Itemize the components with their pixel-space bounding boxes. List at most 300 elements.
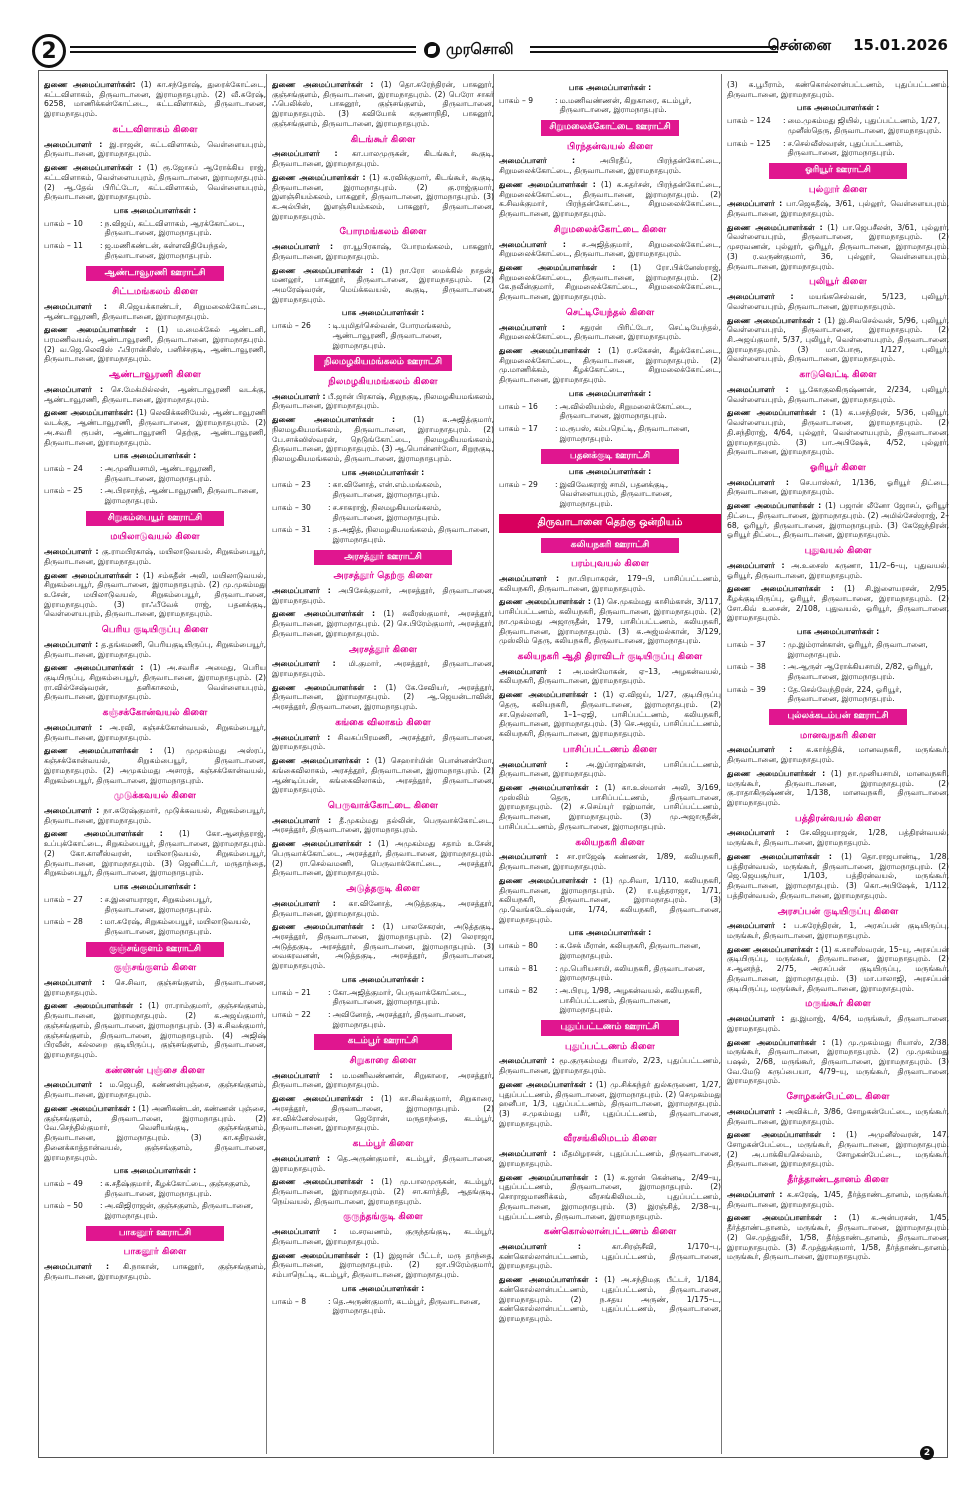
booth-agents-heading: பாக அமைப்பாளர்கள் : <box>113 451 197 461</box>
booth-number: பாகம் – 17 <box>499 424 538 434</box>
booth-agent: தே.செல்வேந்திரன், 224, ஓரியூர், திருவாடானை, இராமநாதபுரம். <box>787 684 902 704</box>
branch-heading: மருங்கூர் கிளை <box>805 998 871 1010</box>
entry-text: ப.சுரேந்திரன், 1, அரசப்பன் குடியிருப்பு, மருங்கூர், திருவாடானை, இராமநாதபுரம். <box>727 921 949 940</box>
booth-row <box>727 116 949 135</box>
branch-heading: கலியநகரி ஆதி திராவிடர் குடியிருப்பு கிளை <box>517 651 703 662</box>
office-bearer-entry <box>272 816 494 835</box>
separator: : <box>100 1201 103 1211</box>
separator: : <box>328 1010 331 1020</box>
booth-agent: ச.சாகராஜ், நிலமழகியமங்கலம், திருவாடானை, இராமநாதபுரம். <box>332 502 442 522</box>
entry-text: சா.ராஜேஷ் கண்ணன், 1/89, கலியநகரி, திருவாடானை, இராமநாதபுரம். <box>499 852 721 872</box>
booth-agent: ச.இளையராஜா, சிறுகம்பையூர், திருவாடானை, இராமநாதபுரம். <box>104 894 213 914</box>
entry-text: மூ.குருகம்மது ரியாஸ், 2/23, புதுப்பட்டணம், திருவாடானை, இராமநாதபுரம். <box>499 1056 721 1076</box>
booth-number: பாகம் – 23 <box>272 480 311 490</box>
office-bearer-entry <box>272 609 494 638</box>
entry-text: ம.ஜெபதி, கண்ணன்புஞ்சை, குஞ்சங்குளம், திருவாடானை, இராமநாதபுரம். <box>44 1080 266 1100</box>
panchayat-heading: சிறுகம்பையூர் ஊராட்சி <box>86 511 224 527</box>
role-label: அமைப்பாளர் : <box>44 1080 103 1090</box>
office-bearer-entry <box>727 501 949 540</box>
office-bearer-entry <box>44 1104 266 1162</box>
office-bearer-entry <box>499 323 721 342</box>
office-bearer-entry <box>727 1130 949 1169</box>
separator: : <box>100 894 103 904</box>
office-bearer-entry <box>272 392 494 411</box>
entry-text: (1) பா.ஜெபசீலன், 3/61, புல்லூர், வெள்ளையபுரம், திருவாடானை, இராமநாதபுரம். (2) முசரவணன், புல்லூர், ஓரியூர், திருவாடானை, இராமநாதபுரம். (3) ர.வருண்குமார், 36, புல்லூர், வெள்ளையபுரம், திருவாடானை, இராமநாதபுரம். <box>727 222 949 271</box>
role-label: துணை அமைப்பாளர்கள் : <box>499 346 601 356</box>
role-label: துணை அமைப்பாளர்கள் : <box>272 609 376 619</box>
role-label: துணை அமைப்பாளர்கள் : <box>44 663 144 673</box>
booth-agent: மு.பெரியசாமி, கலியநகரி, திருவாடானை, இராமநாதபுரம். <box>559 963 706 983</box>
separator: : <box>328 480 331 490</box>
office-bearer-entry <box>272 242 494 261</box>
role-label: அமைப்பாளர் : <box>272 1153 331 1163</box>
branch-heading: மயிலாடுவயல் கிளை <box>110 531 200 543</box>
branch-heading: முடுக்கவயல் கிளை <box>113 790 197 802</box>
booth-agents-heading: பாக அமைப்பாளர்கள் : <box>568 83 652 92</box>
booth-row <box>727 662 949 681</box>
entry-text: ரா.யூபிரகாஷ், போரமங்கலம், பாகனூர், திருவாடானை, இராமநாதபுரம். <box>272 242 494 261</box>
role-label: அமைப்பாளர் : <box>499 156 575 166</box>
role-label: அமைப்பாளர் : <box>44 384 104 394</box>
booth-number: பாகம் – 31 <box>272 525 311 535</box>
separator: : <box>328 987 331 997</box>
column-divider <box>721 74 722 1454</box>
booth-agents-heading: பாக அமைப்பாளர்கள் : <box>568 928 652 938</box>
entry-text: (1) செ.முகம்மது காசிம்கான், 3/117, பாசிப்பட்டணம், கலியநகரி, திருவாடானை, இராமநாதபுரம். (2) நா.முகம்மது அஜாருதீன், 179, பாசிப்பட்டணம், கலியநகரி, திருவாடானை, இராமநாதபுரம். (3) க.அஜ்மல்கான், 3/129, முஸ்லிம் தெரு, கலியநகரி, திருவாடானை, இராமநாதபுரம். <box>499 597 721 646</box>
newspaper-logo <box>424 38 524 62</box>
branch-heading: அரசப்பன் குடியிருப்பு கிளை <box>777 905 899 917</box>
booth-agents-section <box>272 975 494 1030</box>
masthead-rule <box>530 51 778 53</box>
branch-heading: குஞ்சங்குளம் கிளை <box>113 962 197 974</box>
entry-text: (1) க.பசந்திரன், 5/36, புலியூர், வெள்ளையபுரம், திருவாடானை, இராமநாதபுரம். (2) தி.சந்திராஜ், 4/64, புல்லூர், வெள்ளையபுரம், திருவாடானை, இராமநாதபுரம். (3) பா.அபிஷேக், 4/52, புல்லூர், திருவாடானை, இராமநாதபுரம். <box>727 408 949 457</box>
office-bearer-entry <box>44 571 266 620</box>
booth-agent: அ.பிரபு, 1/98, அழகன்வயல், கலியநகரி, பாசிப்பட்டணம், திருவாடானை, இராமநாதபுரம். <box>559 985 703 1015</box>
entry-text: (1) கா.உஸ்மான் அலி, 3/169, முஸ்லிம் தெரு, பாசிப்பட்டணம், திருவாடானை, இராமநாதபுரம். (2) ச.செய்யுர் ரஹ்மான், பாசிப்பட்டணம், திருவாடானை, இராமநாதபுரம். (3) மு.அஜாருதீன், பாசிப்பட்டணம், திருவாடானை, இராமநாதபுரம். <box>499 783 721 831</box>
booth-row <box>499 986 721 1015</box>
office-bearer-entry <box>44 978 266 997</box>
branch-heading: கடம்பூர் கிளை <box>352 1138 414 1150</box>
role-label: அமைப்பாளர் : <box>272 242 334 252</box>
booth-row <box>727 139 949 158</box>
booth-number: பாகம் – 26 <box>272 321 311 331</box>
separator: : <box>100 486 103 496</box>
branch-heading: சிறுகாரை கிளை <box>349 1054 417 1066</box>
office-bearer-entry <box>727 385 949 404</box>
entry-text: சி.ஜெயக்காண்டர், சிறுமலைக்கோட்டை, ஆண்டாவூரணி, திருவாடானை, இராமநாதபுரம். <box>44 301 266 321</box>
role-label: துணை அமைப்பாளர்கள் : <box>727 1130 836 1140</box>
office-bearer-entry <box>272 733 494 752</box>
entry-text: கி.நாகான், பாகனூர், குஞ்சங்குளம், திருவாடானை, இராமநாதபுரம். <box>44 1262 266 1281</box>
branch-heading: அடுத்தகுடி கிளை <box>346 883 420 895</box>
role-label: அமைப்பாளர் : <box>272 585 331 595</box>
booth-row <box>272 988 494 1007</box>
branch-heading: சிட்டமங்கலம் கிளை <box>112 286 198 298</box>
booth-agent: அ.ஆருள் ஆரோக்கியசாமி, 2/82, ஓரியூர், திருவாடானை, இராமநாதபுரம். <box>787 662 933 681</box>
office-bearer-entry <box>44 302 266 321</box>
role-label: அமைப்பாளர் : <box>727 560 785 570</box>
booth-agent: அ.பிரசாந்த், ஆண்டாவூரணி, திருவாடானை, இராமநாதபுரம். <box>104 486 259 506</box>
role-label: அமைப்பாளர் : <box>499 1242 581 1252</box>
booth-agents-section <box>272 468 494 545</box>
role-label: துணை அமைப்பாளர்கள் : <box>44 325 149 335</box>
entry-text: அபிரதீப், பிரந்தன்கோட்டை, சிறுமலைக்கோட்டை, திருவாடானை, இராமநாதபுரம். <box>499 156 721 176</box>
office-bearer-entry <box>499 1149 721 1168</box>
branch-heading: பாகனூர் கிளை <box>123 1246 187 1258</box>
booth-row <box>499 941 721 960</box>
branch-heading: கட்டவிளாகம் கிளை <box>112 123 198 135</box>
separator: : <box>555 401 558 411</box>
booth-agent: அ.விஜிராஜன், குஞ்சகுளம், திருவாடானை, இராமநாதபுரம். <box>104 1201 254 1221</box>
role-label: துணை அமைப்பாளர்கள் : <box>727 944 819 954</box>
panchayat-heading: நிலமழகியமங்கலம் ஊராட்சி <box>314 355 452 371</box>
booth-row <box>44 917 266 936</box>
separator: : <box>100 463 103 473</box>
booth-agent: கோ.அஜித்குமார், பெருவாக்கோட்டை, திருவாடானை, இராமநாதபுரம். <box>332 987 467 1007</box>
office-bearer-entry <box>499 1080 721 1129</box>
role-label: அமைப்பாளர் : <box>499 852 559 862</box>
branch-heading: பெருவாக்கோட்டை கிளை <box>327 800 439 811</box>
booth-number: பாகம் – 8 <box>272 1296 307 1306</box>
booth-row <box>44 1201 266 1220</box>
role-label: அமைப்பாளர் : <box>727 1014 785 1024</box>
entry-text: அ.மன்மோகன், ஏ–13, அழகன்வயல், கலியநகரி, திருவாடானை, இராமநாதபுரம். <box>499 666 721 686</box>
role-label: துணை அமைப்பாளர்கள் : <box>727 501 822 511</box>
branch-heading: புலியூர் கிளை <box>809 276 867 288</box>
entry-text: செ.மேக்மில்லன், ஆண்டாவூரணி வடக்கு, ஆண்டாவூரணி, திருவாடானை, இராமநாதபுரம். <box>44 384 266 404</box>
panchayat-heading: சிறுமலைக்கோட்டை ஊராட்சி <box>541 120 679 136</box>
branch-heading: அரசத்தூர் கிளை <box>348 643 418 655</box>
masthead-rule <box>70 46 416 48</box>
booth-agents-heading: பாக அமைப்பாளர்கள் : <box>113 205 197 215</box>
booth-agents-section <box>44 882 266 937</box>
office-bearer-entry <box>727 1014 949 1033</box>
booth-agent: தெ.அருண்குமார், கடம்பூர், திருவாடானை, இராமநாதபுரம். <box>332 1296 481 1316</box>
booth-number: பாகம் – 21 <box>272 987 311 997</box>
office-bearer-entry <box>499 180 721 219</box>
branch-heading: கண்ணன் புஞ்சை கிளை <box>105 1064 205 1076</box>
role-label: துணை அமைப்பாளர்கள் : <box>272 922 375 932</box>
booth-row <box>44 486 266 505</box>
office-bearer-entry <box>499 597 721 646</box>
booth-number: பாகம் – 80 <box>499 941 538 951</box>
booth-agent: கா.வினோத், என்.எம்.மங்கலம், திருவாடானை, இராமநாதபுரம். <box>332 480 442 500</box>
entry-text: (1) க.காளீஸ்வரன், 15–யு, அரசப்பன் குடியிருப்பு, மருங்கூர், திருவாடானை, இராமநாதபுரம். (2) ச.ஆனந்த், 2/75, அரசப்பன் குடியிருப்பு, மருங்கூர், திருவாடானை, இராமநாதபுரம். (3) மா.பாலாஜி, அரசப்பன் குடியிருப்பு, மருங்கூர், திருவாடானை, இராமநாதபுரம். <box>727 944 949 993</box>
role-label: துணை அமைப்பாளர்கள்: <box>44 80 136 89</box>
booth-agents-section <box>272 308 494 350</box>
booth-number: பாகம் – 81 <box>499 963 538 973</box>
booth-row <box>499 964 721 983</box>
panchayat-heading: அரசத்தூர் ஊராட்சி <box>314 550 452 566</box>
office-bearer-entry <box>272 659 494 678</box>
branch-heading: புல்லூர் கிளை <box>808 183 868 195</box>
role-label: துணை அமைப்பாளர்கள் : <box>499 1079 593 1089</box>
entry-text: (1) செஹார்மின் பொன்னன்மோ, கங்கைவிலாகம், அரசத்தூர், திருவாடானை, இராமநாதபுரம். (2) ஆண்டிப்பன், கங்கைவிலாகம், அரசத்தூர், திருவாடானை, இராமநாதபுரம். <box>272 756 494 795</box>
branch-heading: வீரசங்கிலிமடம் கிளை <box>563 1133 657 1145</box>
office-bearer-entry <box>499 852 721 871</box>
office-bearer-entry <box>272 173 494 222</box>
role-label: அமைப்பாளர் : <box>499 1056 555 1066</box>
booth-agents-heading: பாக அமைப்பாளர்கள் : <box>568 467 652 477</box>
office-bearer-entry <box>499 876 721 925</box>
branch-heading: பாசிப்பட்டணம் கிளை <box>563 743 657 755</box>
entry-text: நா.சுரேஷ்குமார், முடுக்கவயல், சிறுகம்பையூர், திருவாடானை, இராமநாதபுரம். <box>44 806 266 825</box>
entry-text: (1) கா.சிவக்குமார், சிறுகாரை, அரசத்தூர், திருவாடானை, இராமநாதபுரம். (2) சா.விக்னேஸ்வரன், ஜெரோன், மருதாந்தை, கடம்பூர், திருவாடானை, இராமநாதபுரம். <box>272 1094 494 1133</box>
role-label: அமைப்பாளர் : <box>44 301 107 311</box>
booth-agent: ச.செல்வீஸ்வரன், புதுப்பட்டணம், திருவாடானை, இராமநாதபுரம். <box>787 138 904 158</box>
role-label: அமைப்பாளர் : <box>44 977 105 987</box>
entry-text: (1) கோ.ஆனந்தராஜ், உப்புக்கோட்டை, சிறுகம்பையூர், திருவாடானை, இராமநாதபுரம். (2) கோ.காளீஸ்வரன், மயிலாடுவயல், சிறுகம்பையூர், திருவாடானை, இராமநாதபுரம். (3) ஜெனிட்டர், மருதாந்தை, சிறுகம்பையூர், திருவாடானை, இராமநாதபுரம். <box>44 829 266 878</box>
city-name: சென்னை <box>767 36 832 54</box>
booth-agent: இவிவேகராஜ் சாமி, பதனக்குடி, வெள்ளையபுரம், திருவாடானை, இராமநாதபுரம். <box>559 479 673 509</box>
entry-text: (1) க.அன்பரசன், 1/45, தீர்த்தாண்டதானம், மருங்கூர், திருவாடானை, இராமநாதபுரம். (2) செ.முத்துவீர், 1/58, தீர்த்தாண்டதானம், திருவாடானை, இராமநாதபுரம். (3) சீ.முத்துக்குமார், 1/58, தீர்த்தாண்டதானம், மருங்கூர், திருவாடானை, இராமநாதபுரம். <box>727 1213 949 1262</box>
office-bearer-entry <box>44 1262 266 1281</box>
booth-agent: ந.விஜய், கட்டவிளாகம், ஆரக்கோட்டை, திருவாடானை, இராமநாதபுரம். <box>104 218 245 238</box>
column-4 <box>727 80 949 1448</box>
column-2 <box>272 80 494 1448</box>
branch-heading: அரசத்தூர் தெற்கு கிளை <box>333 570 433 582</box>
dateline <box>768 36 948 56</box>
office-bearer-entry <box>272 1227 494 1246</box>
booth-row <box>727 640 949 659</box>
booth-agent: மா.சுரேஷ், சிறுகம்பையூர், மயிலாடுவயல், திருவாடானை, இராமநாதபுரம். <box>104 917 251 936</box>
role-label: துணை அமைப்பாளர்கள் : <box>727 408 826 418</box>
role-label: அமைப்பாளர் : <box>727 1189 783 1199</box>
booth-number: பாகம் – 27 <box>44 894 83 904</box>
role-label: துணை அமைப்பாளர்கள் : <box>44 1001 143 1011</box>
booth-row <box>44 1179 266 1198</box>
office-bearer-entry <box>727 769 949 808</box>
booth-number: பாகம் – 24 <box>44 463 83 473</box>
booth-agents-section <box>499 467 721 509</box>
role-label: அமைப்பாளர் : <box>727 384 789 394</box>
booth-agents-heading: பாக அமைப்பாளர்கள் : <box>341 974 425 984</box>
office-bearer-entry <box>727 921 949 940</box>
office-bearer-entry <box>727 828 949 847</box>
role-label: துணை அமைப்பாளர்கள் : <box>499 690 597 700</box>
branch-heading: ஆண்டாவூரணி கிளை <box>109 369 201 381</box>
entry-text: (1) அமுகம்மது சதாம் உசேன், பெருவாக்கோட்டை, அரசத்தூர், திருவாடானை, இராமநாதபுரம். (2) ரா.செல்வமணி, பெருவாக்கோட்டை, அரசத்தூர், திருவாடானை, இராமநாதபுரம். <box>272 839 494 878</box>
office-bearer-entry <box>727 584 949 623</box>
booth-number: பாகம் – 49 <box>44 1178 83 1188</box>
role-label: துணை அமைப்பாளர்கள் : <box>727 315 821 325</box>
entry-text: (1) அணிகண்டன், கண்ணன் புஞ்சை, குஞ்சங்குளம், திருவாடானை, இராமநாதபுரம். (2) வே.செந்தில்குமார், வெளியங்குடி, குஞ்சங்குளம், திருவாடானை, இராமநாதபுரம். (3) கா.கதிரவன், தினைக்காத்தான்வயல், குஞ்சங்குளம், திருவாடானை, இராமநாதபுரம். <box>44 1103 266 1162</box>
panchayat-heading: கலியநகரி ஊராட்சி <box>541 538 679 554</box>
entry-text: (1) தொ.சுரேந்திரன், பாகனூர், குஞ்சங்குளம், திருவாடானை, இராமநாதபுரம். (2) பெரோ சாகர் ஃபெலிக்ஸ், பாகனூர், குஞ்சங்குளம், திருவாடானை, இராமநாதபுரம். (3) கவியோக் கருணாநிதி, பாகனூர், குஞ்சங்குளம், திருவாடானை, இராமநாதபுரம். <box>272 80 494 128</box>
booth-agent: ம.ரூபஸ், கம்பநெட்டி, திருவாடானை, இராமநாதபுரம். <box>559 424 690 443</box>
booth-number: பாகம் – 9 <box>499 95 534 105</box>
branch-heading: ஓரியூர் கிளை <box>810 461 866 473</box>
role-label: அமைப்பாளர் : <box>272 1070 333 1080</box>
booth-row <box>272 525 494 544</box>
entry-text: (1) அமுனீஸ்வரன், 147, சோழகன்பேட்டை, மருங்கூர், திருவாடானை, இராமநாதபுரம். (2) அ.பாக்கியசெல்வம், சோழகன்பேட்டை, மருங்கூர், திருவாடானை, இராமநாதபுரம். <box>727 1130 949 1169</box>
role-label: அமைப்பாளர் : <box>44 547 99 557</box>
entry-text: கு.ராமபிரகாஷ், மயிலாடுவயல், சிறுகம்பையூர், திருவாடானை, இராமநாதபுரம். <box>44 547 266 566</box>
entry-text: (1) இஜான் பீட்டர், மரு தாந்தை, திருவாடானை, இராமநாதபுரம். (2) ஜா.பிரேம்குமார், சம்பாநெட்டி, கடம்பூர், திருவாடானை, இராமநாதபுரம். <box>272 1250 494 1280</box>
branch-heading: கங்கை விலாகம் கிளை <box>335 716 431 728</box>
role-label: துணை அமைப்பாளர்கள் : <box>727 851 832 861</box>
booth-agents-heading: பாக அமைப்பாளர்கள் : <box>113 1166 197 1176</box>
role-label: துணை அமைப்பாளர்கள் : <box>272 839 372 849</box>
office-bearer-entry <box>44 723 266 742</box>
booth-number: பாகம் – 29 <box>499 479 538 489</box>
office-bearer-entry <box>499 1173 721 1222</box>
booth-agents-heading: பாக அமைப்பாளர்கள் : <box>341 467 425 477</box>
booth-agents-section <box>499 83 721 115</box>
booth-agents-heading: பாக அமைப்பாளர்கள் : <box>568 388 652 398</box>
separator: : <box>783 639 786 649</box>
role-label: அமைப்பாளர் : <box>272 659 336 669</box>
column-divider <box>266 74 267 1454</box>
entry-text: (1) க.சுதர்சன், பிரந்தன்கோட்டை, சிறுமலைக்கோட்டை, திருவாடானை, இராமநாதபுரம். (2) க.சிவக்குமார், பிரந்தன்கோட்டை, சிறுமலைக்கோட்டை, திருவாடானை, இராமநாதபுரம். <box>499 179 721 219</box>
booth-agents-heading: பாக அமைப்பாளர்கள் : <box>341 308 425 318</box>
booth-row <box>499 424 721 443</box>
office-bearer-entry <box>272 683 494 712</box>
booth-agent: த.அஜித், நிலமழகியமங்கலம், திருவாடானை, இராமநாதபுரம். <box>332 525 490 544</box>
role-label: அமைப்பாளர் : <box>499 1149 556 1159</box>
booth-row <box>499 480 721 509</box>
booth-number: பாகம் – 50 <box>44 1201 83 1211</box>
booth-row <box>272 321 494 350</box>
branch-heading: பெரிய குடியிருப்பு கிளை <box>101 624 209 636</box>
masthead-rule <box>530 46 778 48</box>
office-bearer-entry <box>499 574 721 593</box>
entry-text: இ.ராஜன், கட்டவிளாகம், வெள்ளையபுரம், திருவாடானை, இராமநாதபுரம். <box>44 139 266 159</box>
booth-row <box>44 219 266 238</box>
entry-text: (1) மு.முகம்மது ரியாஸ், 2/38, மருங்கூர், திருவாடானை, இராமநாதபுரம். (2) மு.முகம்மது பஷல், 2/68, மருங்கூர், திருவாடானை, இராமநாதபுரம். (3) வே.மேடு கருப்பையா, 4/79–யு, மருங்கூர், திருவாடானை, இராமநாதபுரம். <box>727 1037 949 1086</box>
role-label: துணை அமைப்பாளர்கள் : <box>272 756 370 766</box>
entry-text: (1) ரோ.பிக்னேஸ்ராஜ், சிறுமலைக்கோட்டை, திருவாடானை, இராமநாதபுரம். (2) கே.நவீன்குமார், சிறுமலைக்கோட்டை, சிறுமலைக்கோட்டை, திருவாடானை, இராமநாதபுரம். <box>499 262 721 302</box>
booth-row <box>499 402 721 421</box>
booth-number: பாகம் – 25 <box>44 486 83 496</box>
branch-heading: நிலமழகியமங்கலம் கிளை <box>328 375 438 387</box>
separator: : <box>100 1178 103 1188</box>
entry-text: அவிக்டர், 3/86, சோழகன்பேட்டை, மருங்கூர், திருவாடானை, இராமநாதபுரம். <box>727 1106 949 1126</box>
entry-text: மீதமிழரசன், புதுப்பட்டணம், திருவாடானை, இராமநாதபுரம். <box>499 1149 721 1168</box>
entry-text: (1) ர.சகேசன், கீழக்கோட்டை, சிறுமலைக்கோட்டை, திருவாடானை, இராமநாதபுரம். (2) மு.மாணிக்கம், கீழக்கோட்டை, சிறுமலைக்கோட்டை, திருவாடானை, இராமநாதபுரம். <box>499 346 721 385</box>
entry-text: செ.பாஸ்கர், 1/136, ஓரியூர் திட்டை, திருவாடானை, இராமநாதபுரம். <box>727 477 949 497</box>
office-bearer-entry <box>499 346 721 385</box>
role-label: அமைப்பாளர் : <box>44 722 103 732</box>
entry-text: (1) ரா.ராம்குமார், குஞ்சங்குளம், திருவாடானை, இராமநாதபுரம். (2) க.அஜய்குமார், குஞ்சங்குளம், திருவாடானை, இராமநாதபுரம். (3) க.சிவக்குமார், குஞ்சங்குளம், திருவாடானை, இராமநாதபுரம். (4) அஜிஷ் பிரவீன், கல்லறை குடியிருப்பு, குஞ்சங்குளம், திருவாடானை, இராமநாதபுரம். <box>44 1001 266 1059</box>
office-bearer-entry <box>727 1190 949 1209</box>
office-bearer-entry <box>727 316 949 365</box>
role-label: துணை அமைப்பாளர்கள் : <box>499 875 597 885</box>
office-bearer-entry <box>727 478 949 497</box>
office-bearer-entry <box>499 240 721 259</box>
office-bearer-entry <box>44 385 266 404</box>
office-bearer-entry <box>727 852 949 901</box>
office-bearer-entry <box>272 1154 494 1173</box>
office-bearer-entry <box>44 80 266 119</box>
rising-sun-icon <box>424 42 440 58</box>
role-label: துணை அமைப்பாளர்கள் : <box>727 1213 837 1223</box>
office-bearer-entry <box>44 408 266 447</box>
branch-heading: காடுவெட்டி கிளை <box>799 369 877 381</box>
office-bearer-entry <box>44 806 266 825</box>
entry-text: (1) தொ.ராஜபாண்டி, 1/28, பத்திரன்வயல், மருங்கூர், திருவாடானை, இராமநாதபுரம். (2) ஜெ.ஜெயசூர்யா, 1/103, பத்திரன்வயல், மருங்கூர், திருவாடானை, இராமநாதபுரம். (3) கொ.அபிஷேக், 1/112, பத்திரன்வயல், திருவாடானை, இராமநாதபுரம். <box>727 851 949 900</box>
entry-text: கா.சிரஞ்சீவி, 1/170–பு, கண்கொல்லான்பட்டணம், புதுப்பட்டணம், திருவாடானை, இராமநாதபுரம். <box>499 1242 721 1271</box>
office-bearer-entry <box>44 325 266 364</box>
booth-agents-section <box>44 451 266 506</box>
office-bearer-entry <box>44 829 266 878</box>
role-label: துணை அமைப்பாளர்கள் : <box>499 179 596 189</box>
office-bearer-entry <box>727 945 949 994</box>
role-label: அமைப்பாளர் : <box>499 759 569 769</box>
separator: : <box>783 116 786 126</box>
role-label: அமைப்பாளர் : <box>727 921 787 931</box>
panchayat-heading: ஆண்டாவூரணி ஊராட்சி <box>86 266 224 282</box>
entry-text: (1) கே.சேவியர், அரசத்தூர், திருவாடானை, இராமநாதபுரம். (2) ஆ.ஜெயன்டாவின், அரசத்தூர், திருவாடானை, இராமநாதபுரம். <box>272 682 494 712</box>
role-label: துணை அமைப்பாளர்கள் : <box>44 746 153 756</box>
issue-date: 15.01.2026 <box>853 36 948 54</box>
role-label: துணை அமைப்பாளர்கள் : <box>727 222 823 232</box>
entry-text: (1) சுவீரஸ்குமார், அரசத்தூர், திருவாடானை, இராமநாதபுரம். (2) செ.பிரேம்குமார், அரசத்தூர், திருவாடானை, இராமநாதபுரம். <box>272 609 494 638</box>
entry-text: பீ.ஜான் பிரகாஷ், சிறுநகுடி, நிலமழகியமங்கலம், திருவாடானை, இராமநாதபுரம். <box>272 391 494 411</box>
booth-number: பாகம் – 125 <box>727 138 771 148</box>
office-bearer-entry <box>272 922 494 971</box>
column-1 <box>44 80 266 1448</box>
separator: : <box>783 138 786 148</box>
office-bearer-entry <box>272 1071 494 1090</box>
entry-text: தீ.முகம்மது தல்லின், பெருவாக்கோட்டை, அரசத்தூர், திருவாடானை, இராமநாதபுரம். <box>272 815 494 835</box>
role-label: துணை அமைப்பாளர்கள் : <box>727 584 834 594</box>
booth-row <box>727 685 949 704</box>
entry-text: தெ.அருண்குமார், கடம்பூர், திருவாடானை, இராமநாதபுரம். <box>272 1153 494 1173</box>
separator: : <box>555 941 558 951</box>
role-label: துணை அமைப்பாளர்கள் : <box>727 768 826 778</box>
role-label: அமைப்பாளர் : <box>727 292 794 302</box>
booth-agent: க.சேக் மீரான், கலியநகரி, திருவாடானை, இராமநாதபுரம். <box>559 941 701 960</box>
branch-heading: கஞ்சக்கோன்வயல் கிளை <box>102 707 208 719</box>
role-label: துணை அமைப்பாளர்கள் : <box>499 1275 598 1285</box>
booth-agent: அ.முனியசாமி, ஆண்டாவூரணி, திருவாடானை, இராமநாதபுரம். <box>104 463 216 483</box>
role-label: அமைப்பாளர் : <box>44 639 99 649</box>
booth-row <box>499 96 721 115</box>
branch-heading: கண்கொல்லான்பட்டணம் கிளை <box>543 1226 677 1238</box>
role-label: அமைப்பாளர் : <box>727 1106 782 1116</box>
office-bearer-entry <box>44 163 266 202</box>
entry-text: க.சுரேஷ், 1/45, தீர்த்தாண்டதானம், மருங்கூர், திருவாடானை, இராமநாதபுரம். <box>727 1189 949 1209</box>
booth-number: பாகம் – 124 <box>727 116 771 126</box>
role-label: அமைப்பாளர் : <box>499 239 566 249</box>
branch-heading: மானவநகரி கிளை <box>800 729 876 741</box>
entry-text: (1) பாலசேகரன், அடுத்தகுடி, அரசத்தூர், திருவாடானை, இராமநாதபுரம். (2) லெராஜா, அடுத்தகுடி, அரசத்தூர், திருவாடானை, இராமநாதபுரம். (3) வைகரவனன், அடுத்தகுடி, அரசத்தூர், திருவாடானை, இராமநாதபுரம். <box>272 922 494 971</box>
panchayat-heading: பாகனூர் ஊராட்சி <box>86 1226 224 1242</box>
office-bearer-entry <box>44 1080 266 1099</box>
entry-text: பூ.கோகுலகிருஷ்ணன், 2/234, புலியூர், வெள்ளையபுரம், திருவாடானை, இராமநாதபுரம். <box>727 384 949 404</box>
office-bearer-entry <box>727 1038 949 1087</box>
office-bearer-entry <box>727 1213 949 1262</box>
panchayat-heading: புல்லக்கடம்பன் ஊராட்சி <box>769 709 907 725</box>
role-label: துணை அமைப்பாளர்கள் : <box>44 570 139 580</box>
office-bearer-entry <box>272 899 494 918</box>
role-label: துணை அமைப்பாளர்கள் : <box>272 265 374 275</box>
branch-heading: செட்டியேந்தல் கிளை <box>565 306 655 318</box>
office-bearer-entry <box>499 760 721 779</box>
separator: : <box>328 502 331 512</box>
entry-text: (1) நா.முனியசாமி, மானவநகரி, மருங்கூர், திருவாடானை, இராமநாதபுரம். (2) கு.ராதாகிருஷ்ணன், 1/138, மானவநகரி, திருவாடானை, இராமநாதபுரம். <box>727 768 949 807</box>
office-bearer-entry <box>272 149 494 168</box>
branch-heading: குருந்தங்குடி கிளை <box>343 1211 423 1223</box>
entry-text: (1) லெவிக்கனியேல், ஆண்டாவூரணி வடக்கு, ஆண்டாவூரணி, திருவாடானை, இராமநாதபுரம். (2) அ.சவரி ரூபன், ஆண்டாவூரணி தெற்கு, ஆண்டாவூரணி, திருவாடானை, இராமநாதபுரம். <box>44 408 266 447</box>
entry-text: த.தங்கமணி, பெரியகுடியிருப்பு, சிறுகம்பையூர், திருவாடானை, இராமநாதபுரம். <box>44 639 266 659</box>
entry-text: நா.பிரபாகரன், 179–பி, பாசிப்பட்டணம், கலியநகரி, திருவாடானை, இராமநாதபுரம். <box>499 573 721 593</box>
booth-agents-section <box>727 103 949 158</box>
role-label: துணை அமைப்பாளர்கள் : <box>272 172 366 182</box>
office-bearer-entry <box>499 667 721 686</box>
entry-text: செ.சிவா, குஞ்சங்குளம், திருவாடானை, இராமநாதபுரம். <box>44 977 266 997</box>
